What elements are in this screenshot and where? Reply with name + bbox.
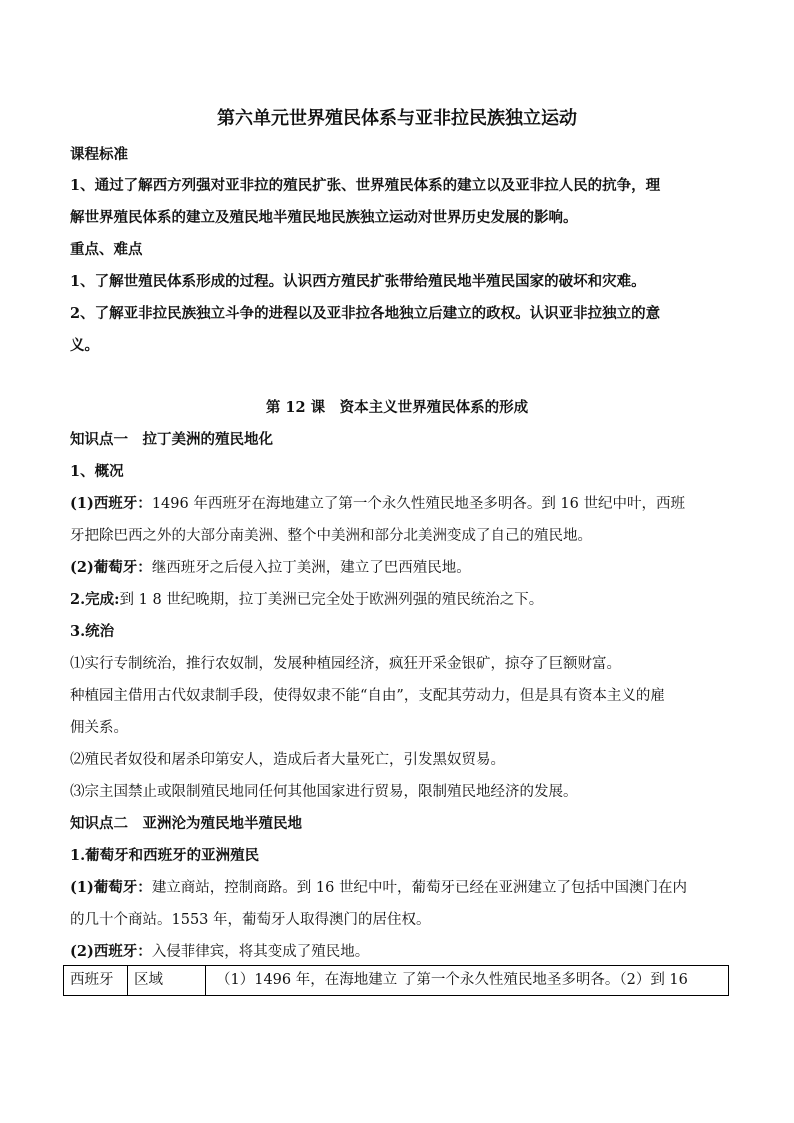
page-title: 第六单元世界殖民体系与亚非拉民族独立运动 xyxy=(217,108,577,129)
kp2-sub-heading: 1.葡萄牙和西班牙的亚洲殖民 xyxy=(70,847,260,864)
kp1-complete-text: 到 1 8 世纪晚期，拉丁美洲已完全处于欧洲列强的殖民统治之下。 xyxy=(119,592,544,608)
kp1-rule-2: ⑵殖民者奴役和屠杀印第安人，造成后者大量死亡，引发黑奴贸易。 xyxy=(70,752,505,768)
kp1-heading: 知识点一 拉丁美洲的殖民地化 xyxy=(70,431,273,448)
kp1-rule-heading: 3.统治 xyxy=(70,623,115,640)
key-point-2-line-2: 义。 xyxy=(70,337,99,354)
kp1-rule-1b: 种植园主借用古代奴隶制手段，使得奴隶不能“自由”，支配其劳动力，但是具有资本主义的雇 xyxy=(70,688,665,704)
kp1-portugal-text: 继西班牙之后侵入拉丁美洲，建立了巴西殖民地。 xyxy=(151,560,471,576)
key-point-1: 1、了解世殖民体系形成的过程。认识西方殖民扩张带给殖民地半殖民国家的破坏和灾难。 xyxy=(70,273,646,290)
kp1-portugal-label: (2)葡萄牙： xyxy=(70,559,152,576)
kp1-rule-1: ⑴实行专制统治，推行农奴制，发展种植园经济，疯狂开采金银矿，掠夺了巨额财富。 xyxy=(70,656,621,672)
standard-heading: 课程标准 xyxy=(70,146,128,163)
key-point-2-line-1: 2、了解亚非拉民族独立斗争的进程以及亚非拉各地独立后建立的政权。认识亚非拉独立的意 xyxy=(70,305,661,322)
kp1-spain-text-2: 牙把除巴西之外的大部分南美洲、整个中美洲和部分北美洲变成了自己的殖民地。 xyxy=(70,528,592,544)
table-cell-region: 区域 xyxy=(128,966,206,995)
kp2-heading: 知识点二 亚洲沦为殖民地半殖民地 xyxy=(70,815,302,832)
standard-text-line-2: 解世界殖民体系的建立及殖民地半殖民地民族独立运动对世界历史发展的影响。 xyxy=(70,209,578,226)
kp2-portugal-label: (1)葡萄牙： xyxy=(70,879,152,896)
kp1-rule-1c: 佣关系。 xyxy=(70,720,128,736)
kp1-portugal-paragraph xyxy=(70,558,730,578)
kp2-portugal-paragraph xyxy=(70,878,730,898)
kp2-spain-paragraph xyxy=(70,942,730,962)
table-cell-content: （1）1496 年，在海地建立 了第一个永久性殖民地圣多明各。（2）到 16 xyxy=(216,972,688,988)
lesson-title: 第 12 课 资本主义世界殖民体系的形成 xyxy=(265,399,529,416)
standard-text-line-1: 1、通过了解西方列强对亚非拉的殖民扩张、世界殖民体系的建立以及亚非拉人民的抗争，理 xyxy=(70,177,661,194)
kp1-spain-paragraph xyxy=(70,494,730,514)
table-cell-country: 西班牙 xyxy=(64,966,128,995)
kp1-complete-label: 2.完成: xyxy=(70,591,120,608)
kp1-overview-heading: 1、概况 xyxy=(70,463,124,480)
kp1-rule-3: ⑶宗主国禁止或限制殖民地同任何其他国家进行贸易，限制殖民地经济的发展。 xyxy=(70,784,578,800)
kp1-complete-paragraph xyxy=(70,590,730,610)
kp1-spain-text-1: 1496 年西班牙在海地建立了第一个永久性殖民地圣多明各。到 16 世纪中叶，西班 xyxy=(151,496,685,512)
summary-table xyxy=(63,965,729,996)
kp2-portugal-text-1: 建立商站，控制商路。到 16 世纪中叶，葡萄牙已经在亚洲建立了包括中国澳门在内 xyxy=(151,880,687,896)
kp2-spain-label: (2)西班牙： xyxy=(70,943,152,960)
kp2-spain-text: 入侵菲律宾，将其变成了殖民地。 xyxy=(151,944,370,960)
kp1-spain-label: (1)西班牙： xyxy=(70,495,152,512)
kp2-portugal-text-2: 的几十个商站。1553 年，葡萄牙人取得澳门的居住权。 xyxy=(70,912,431,928)
key-points-heading: 重点、难点 xyxy=(70,241,143,258)
